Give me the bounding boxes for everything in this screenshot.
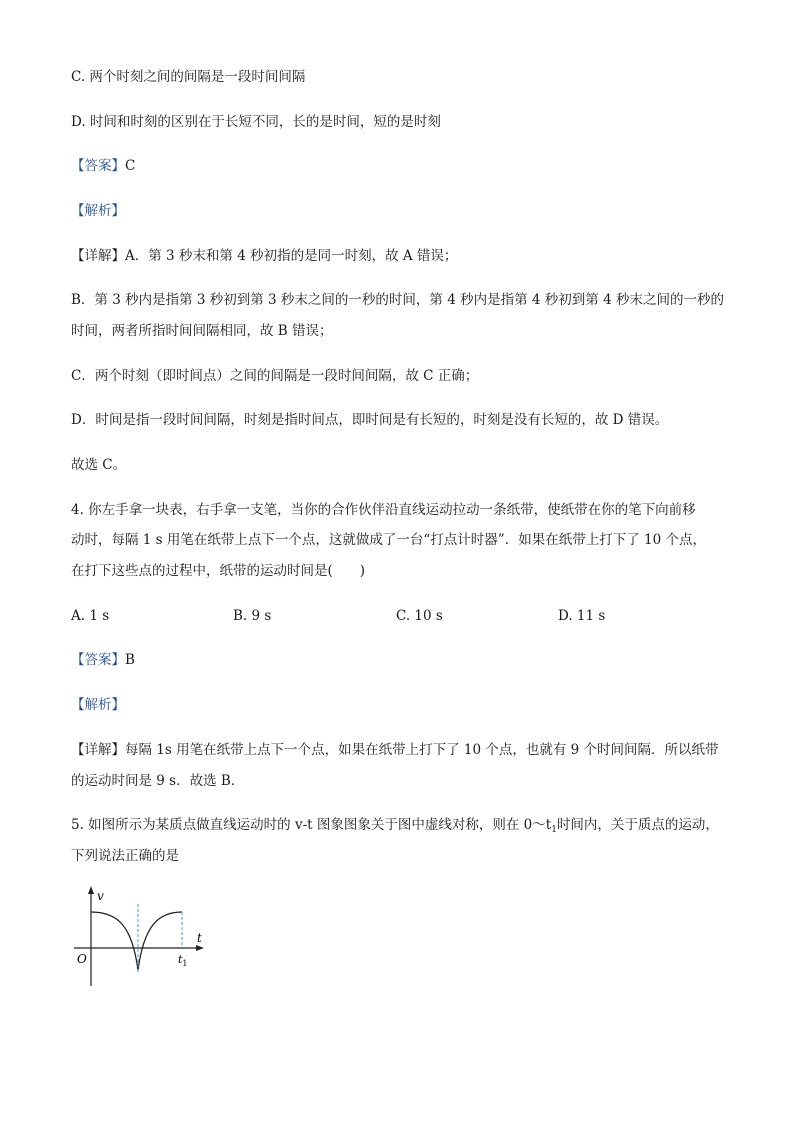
answer-value: B: [125, 652, 135, 668]
t1-label-sub: 1: [182, 959, 188, 968]
q4-detail-line1: [71, 740, 719, 760]
q3-answer: [71, 156, 135, 176]
detail-tag: 【详解】: [71, 248, 125, 264]
q4-option-d: D. 11 s: [558, 608, 606, 624]
q3-option-d: D. 时间和时刻的区别在于长短不同，长的是时间，短的是时刻: [71, 114, 441, 130]
velocity-curve: [91, 912, 182, 970]
t-axis-arrow: [196, 945, 204, 951]
answer-tag: 【答案】: [71, 652, 125, 668]
v-axis-arrow: [88, 886, 94, 894]
q4-stem-line2: 动时，每隔 1 s 用笔在纸带上点下一个点，这就做成了一台“打点计时器”．如果在纸带上打下了 10 个点，: [71, 532, 706, 548]
t-axis-label: t: [197, 931, 202, 945]
origin-label: O: [77, 952, 87, 966]
vt-graph-figure: [68, 882, 218, 994]
q3-detail-c: C．两个时刻（即时间点）之间的间隔是一段时间间隔，故 C 正确；: [71, 368, 479, 384]
answer-value: C: [125, 158, 136, 174]
q4-option-a: A. 1 s: [71, 608, 110, 624]
q3-analysis-tag: 【解析】: [71, 203, 125, 219]
q4-stem-line1: 4. 你左手拿一块表，右手拿一支笔，当你的合作伙伴沿直线运动拉动一条纸带，使纸带在你的笔下向前移: [71, 502, 696, 518]
detail-tag: 【详解】: [71, 742, 125, 758]
q5-stem-line2: 下列说法正确的是: [71, 848, 179, 864]
q3-detail-b-line1: B．第 3 秒内是指第 3 秒初到第 3 秒末之间的一秒的时间，第 4 秒内是指第 4 秒初到第 4 秒末之间的一秒的: [71, 292, 724, 308]
t1-label: [178, 953, 188, 968]
v-axis-label: v: [97, 889, 104, 903]
q3-conclusion: 故选 C。: [71, 457, 127, 473]
q4-detail-line2: 的运动时间是 9 s．故选 B．: [71, 773, 245, 789]
q3-detail-d: D．时间是指一段时间间隔，时刻是指时间点，即时间是有长短的，时刻是没有长短的，故 D 错误。: [71, 412, 669, 428]
q3-detail-b-line2: 时间，两者所指时间间隔相同，故 B 错误；: [71, 323, 333, 339]
q4-option-b: B. 9 s: [233, 608, 272, 624]
detail-text: 每隔 1s 用笔在纸带上点下一个点，如果在纸带上打下了 10 个点，也就有 9 个时间间隔．所以纸带: [125, 742, 719, 758]
q5-stem-part2: 时间内，关于质点的运动，: [556, 817, 719, 833]
answer-tag: 【答案】: [71, 158, 125, 174]
q5-stem-subscript: 1: [551, 825, 557, 835]
t1-label-main: t: [178, 953, 183, 966]
q3-option-c: C. 两个时刻之间的间隔是一段时间间隔: [71, 69, 306, 85]
q4-stem-line3: 在打下这些点的过程中，纸带的运动时间是( ): [71, 563, 366, 579]
detail-text: A．第 3 秒末和第 4 秒初指的是同一时刻，故 A 错误；: [125, 248, 458, 264]
q4-option-c: C. 10 s: [396, 608, 443, 624]
q4-answer: [71, 650, 135, 670]
q4-analysis-tag: 【解析】: [71, 697, 125, 713]
q3-detail-a: [71, 246, 457, 266]
q5-stem-part1: 5. 如图所示为某质点做直线运动时的 v-t 图象图象关于图中虚线对称，则在 0～t: [71, 817, 552, 833]
q5-stem-line1: [71, 815, 719, 840]
